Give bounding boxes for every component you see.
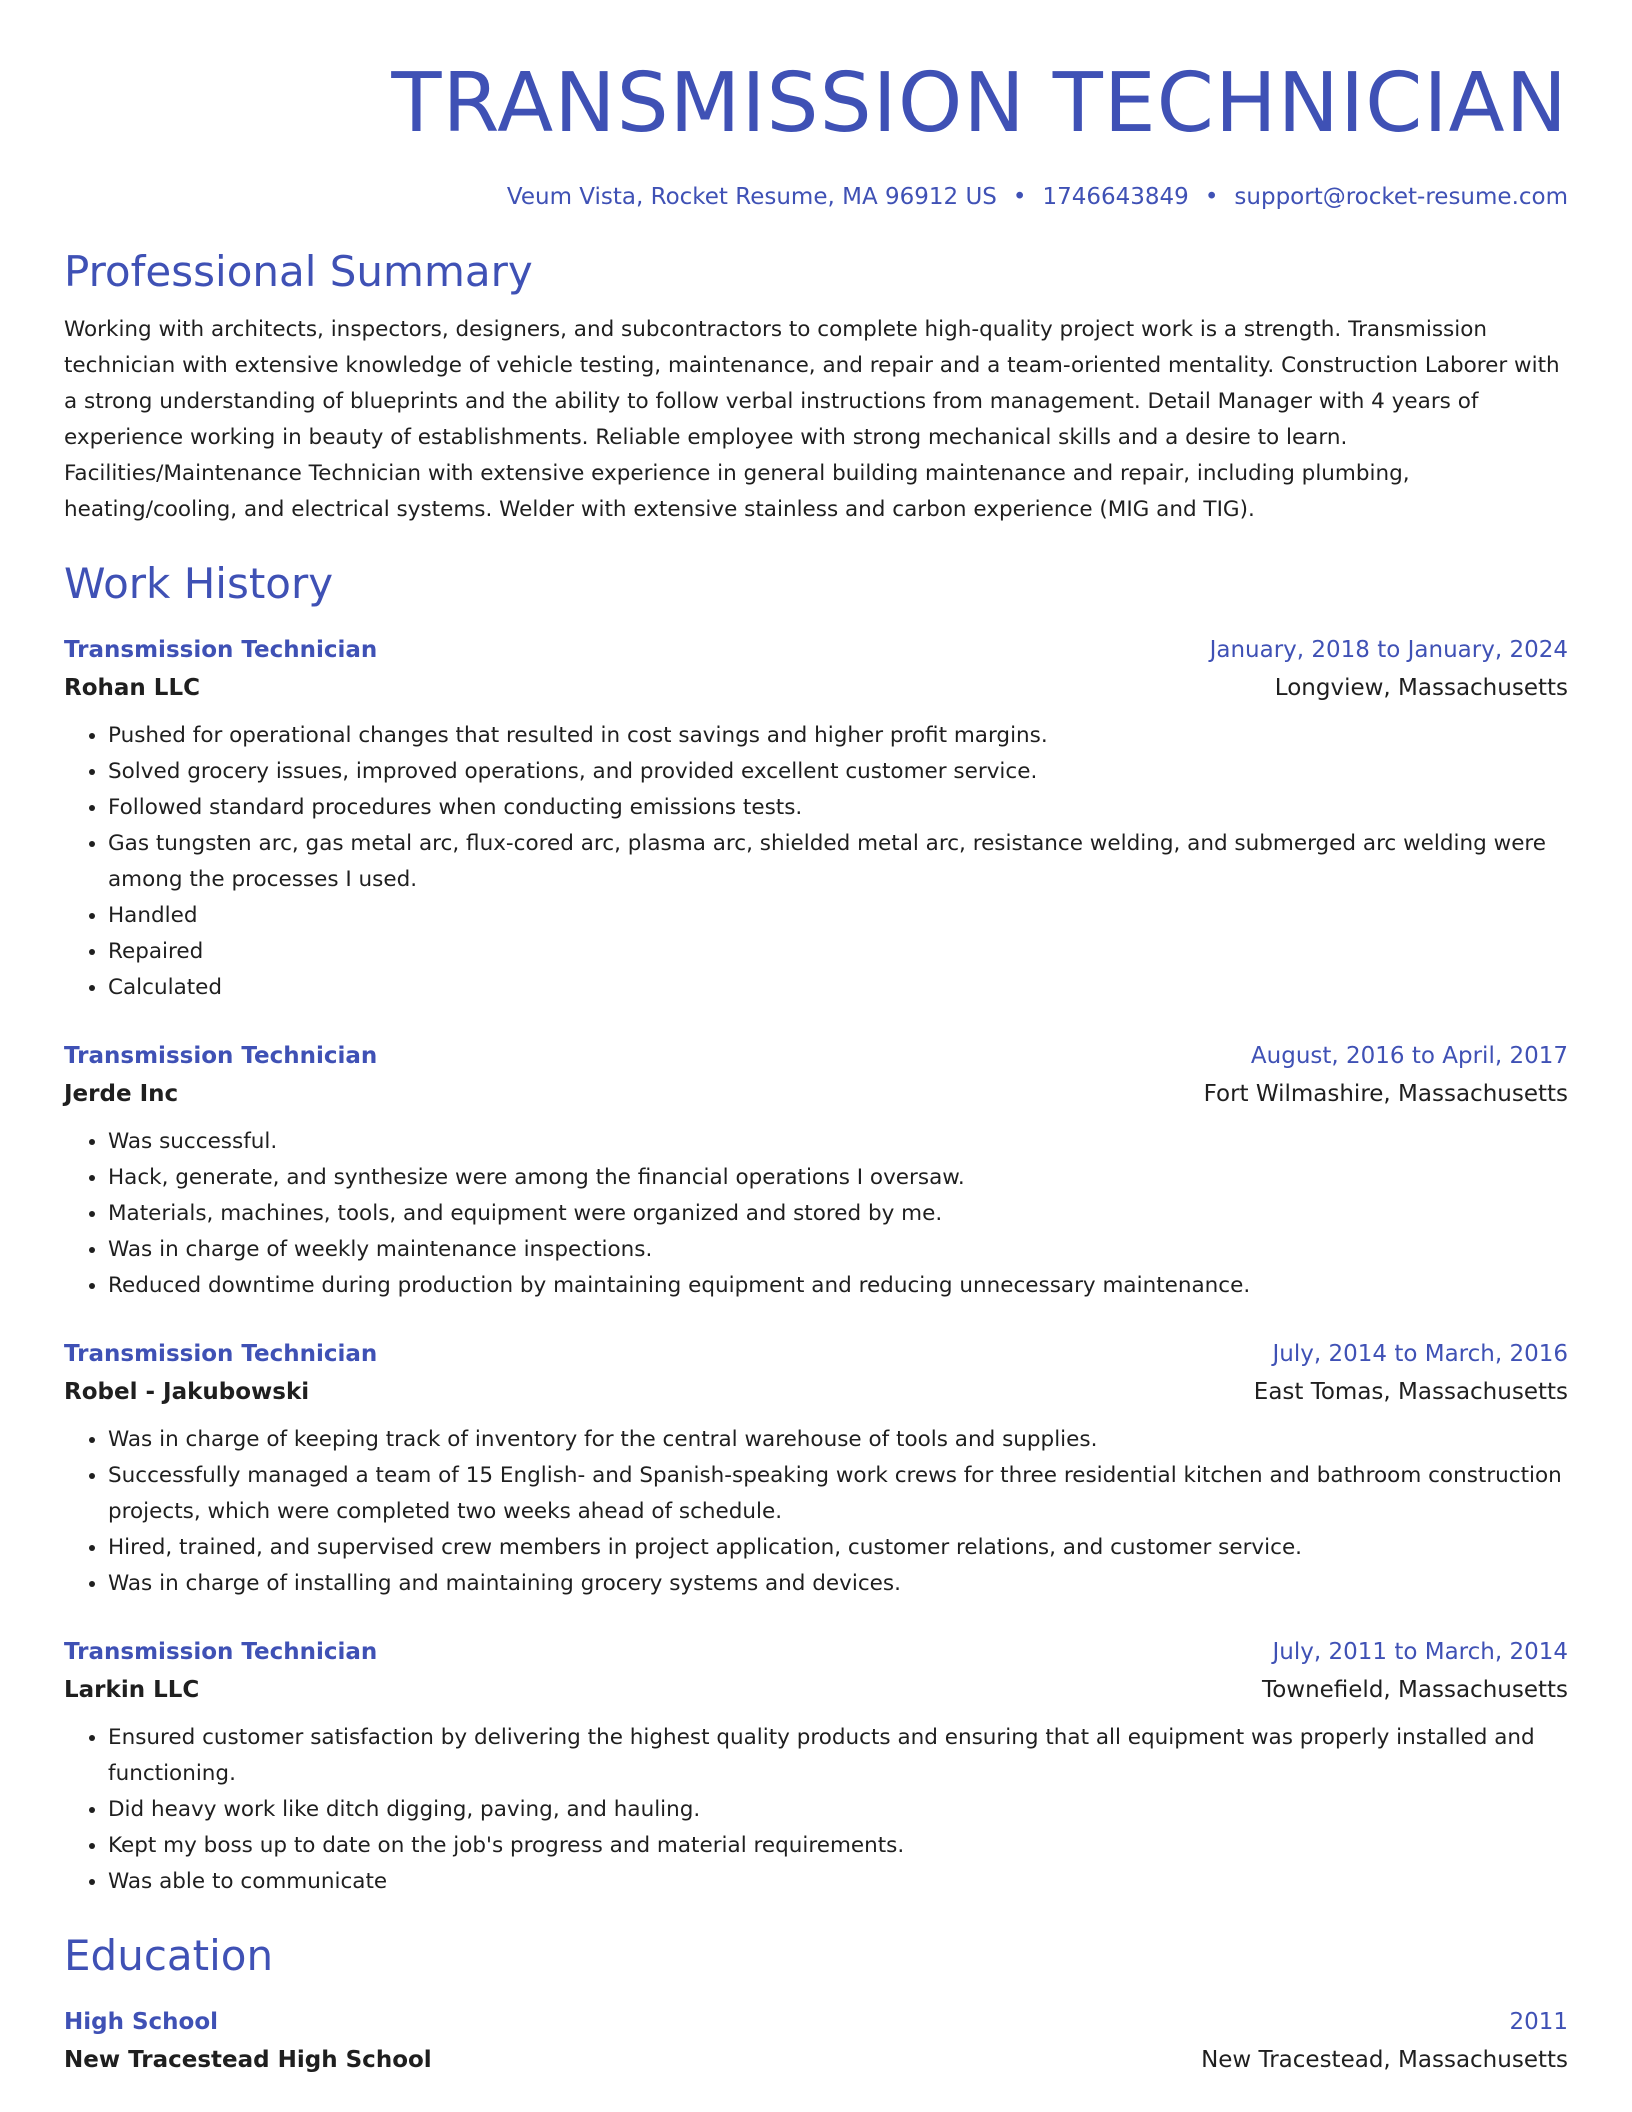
job-bullets [64,718,1568,1006]
job-bullet: • Did heavy work like ditch digging, paving, and hauling. [108,1792,1568,1828]
job-bullet: • Was in charge of keeping track of inventory for the central warehouse of tools and supplies. [108,1422,1568,1458]
job-bullet: • Pushed for operational changes that resulted in cost savings and higher profit margins. [108,718,1568,754]
job-location: East Tomas, Massachusetts [1253,1379,1568,1405]
job-header-row [64,632,1568,668]
job-bullet: • Was in charge of installing and maintaining grocery systems and devices. [108,1566,1568,1602]
job-dates: July, 2011 to March, 2014 [1272,1639,1568,1665]
job-entry [64,1336,1568,1602]
job-bullets [64,1422,1568,1602]
job-header-row [64,1336,1568,1372]
job-bullet: • Was successful. [108,1124,1568,1160]
job-dates: January, 2018 to January, 2024 [1209,637,1568,663]
job-company-row [64,1670,1568,1710]
job-entry [64,632,1568,1006]
job-bullets [64,1124,1568,1304]
education-degree: High School [64,2009,219,2035]
job-header-row [64,1038,1568,1074]
resume-title: TRANSMISSION TECHNICIAN [391,56,1568,151]
contact-address: Veum Vista, Rocket Resume, MA 96912 US [506,184,997,210]
job-bullet: • Was in charge of weekly maintenance inspections. [108,1232,1568,1268]
job-company: Robel - Jakubowski [64,1379,310,1405]
education-school: New Tracestead High School [64,2047,432,2073]
job-dates: August, 2016 to April, 2017 [1250,1043,1568,1069]
education-school-row [64,2040,1568,2080]
job-bullet: • Kept my boss up to date on the job's progress and material requirements. [108,1828,1568,1864]
work-history-heading: Work History [64,559,334,608]
job-company: Larkin LLC [64,1677,200,1703]
contact-line [64,182,1568,212]
job-dates: July, 2014 to March, 2016 [1272,1341,1568,1367]
job-title: Transmission Technician [64,637,378,663]
job-bullet: • Ensured customer satisfaction by delivering the highest quality products and ensuring that all equipment was properly installed and functioning. [108,1720,1568,1792]
job-bullet: • Reduced downtime during production by maintaining equipment and reducing unnecessary maintenance. [108,1268,1568,1304]
job-location: Longview, Massachusetts [1274,675,1568,701]
job-title: Transmission Technician [64,1341,378,1367]
job-company-row [64,1074,1568,1114]
job-location: Townefield, Massachusetts [1262,1677,1568,1703]
summary-heading: Professional Summary [64,247,533,296]
job-title: Transmission Technician [64,1639,378,1665]
job-company-row [64,1372,1568,1412]
education-entry [64,2004,1568,2080]
job-bullet: • Was able to communicate [108,1864,1568,1900]
job-company-row [64,668,1568,708]
education-location: New Tracestead, Massachusetts [1201,2047,1568,2073]
education-heading: Education [64,1931,274,1980]
contact-separator: • [1204,184,1219,210]
job-bullet: • Followed standard procedures when conducting emissions tests. [108,790,1568,826]
job-bullet: • Handled [108,898,1568,934]
job-title: Transmission Technician [64,1043,378,1069]
contact-phone[interactable]: 1746643849 [1042,184,1189,210]
contact-separator: • [1012,184,1027,210]
job-bullet: • Gas tungsten arc, gas metal arc, flux-cored arc, plasma arc, shielded metal arc, resistance welding, and submerged arc welding were among the processes I used. [108,826,1568,898]
contact-email[interactable]: support@rocket-resume.com [1234,184,1568,210]
summary-text: Working with architects, inspectors, designers, and subcontractors to complete high-quality project work is a strength. Transmission technician with extensive knowledge of vehicle testing, maintenance, and repair and a team-oriented mentality. Construction Laborer with a strong understanding of blueprints and the ability to follow verbal instructions from management. Detail Manager with 4 years of experience working in beauty of establishments. Reliable employee with strong mechanical skills and a desire to learn. Facilities/Maintenance Technician with extensive experience in general building maintenance and repair, including plumbing, heating/cooling, and electrical systems. Welder with extensive stainless and carbon experience (MIG and TIG). [64,317,1560,522]
job-company: Jerde Inc [64,1081,179,1107]
job-entry [64,1038,1568,1304]
education-year: 2011 [1509,2009,1568,2035]
job-bullet: • Calculated [108,970,1568,1006]
job-header-row [64,1634,1568,1670]
job-bullet: • Materials, machines, tools, and equipment were organized and stored by me. [108,1196,1568,1232]
job-bullet: • Repaired [108,934,1568,970]
job-bullet: • Hack, generate, and synthesize were among the financial operations I oversaw. [108,1160,1568,1196]
job-bullet: • Solved grocery issues, improved operations, and provided excellent customer service. [108,754,1568,790]
job-location: Fort Wilmashire, Massachusetts [1203,1081,1568,1107]
job-company: Rohan LLC [64,675,200,701]
job-bullet: • Successfully managed a team of 15 English- and Spanish-speaking work crews for three residential kitchen and bathroom construction projects, which were completed two weeks ahead of schedule. [108,1458,1568,1530]
job-entry [64,1634,1568,1900]
job-bullet: • Hired, trained, and supervised crew members in project application, customer relations, and customer service. [108,1530,1568,1566]
education-header-row [64,2004,1568,2040]
job-bullets [64,1720,1568,1900]
